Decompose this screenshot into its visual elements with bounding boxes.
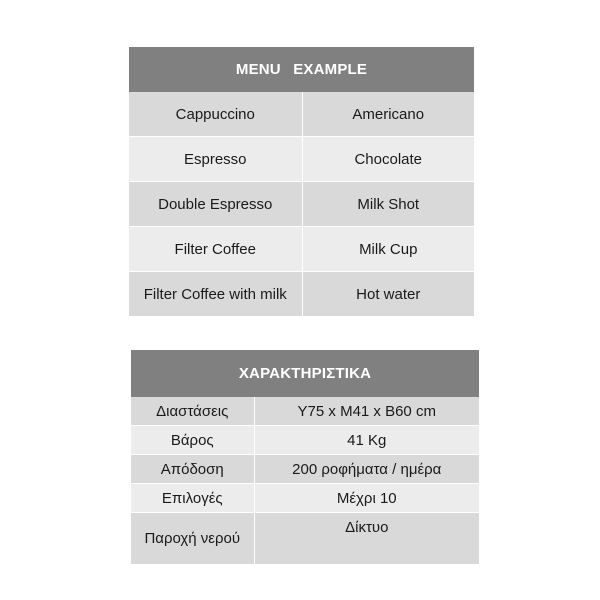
- table-row: [129, 182, 474, 227]
- feature-label: Απόδοση: [131, 455, 254, 484]
- table-row: [129, 227, 474, 272]
- menu-item: Cappuccino: [129, 92, 302, 137]
- table-row: [131, 397, 479, 426]
- menu-item: Milk Cup: [302, 227, 474, 272]
- feature-label: Βάρος: [131, 426, 254, 455]
- feature-label: Διαστάσεις: [131, 397, 254, 426]
- menu-table: [129, 47, 474, 317]
- menu-item: Milk Shot: [302, 182, 474, 227]
- feature-value: Υ75 x Μ41 x Β60 cm: [254, 397, 479, 426]
- feature-label: Παροχή νερού: [131, 513, 254, 565]
- table-row: [131, 455, 479, 484]
- menu-item: Filter Coffee with milk: [129, 272, 302, 317]
- menu-item: Chocolate: [302, 137, 474, 182]
- feature-value: 200 ροφήματα / ημέρα: [254, 455, 479, 484]
- menu-header: MENU EXAMPLE: [129, 47, 474, 92]
- menu-item: Hot water: [302, 272, 474, 317]
- menu-item: Americano: [302, 92, 474, 137]
- table-row: [129, 272, 474, 317]
- table-row: [129, 137, 474, 182]
- table-row: [131, 484, 479, 513]
- table-row: [129, 92, 474, 137]
- menu-header-row: [129, 47, 474, 92]
- table-row: [131, 426, 479, 455]
- features-header: ΧΑΡΑΚΤΗΡΙΣΤΙΚΑ: [131, 350, 479, 397]
- feature-label: Επιλογές: [131, 484, 254, 513]
- feature-value: Μέχρι 10: [254, 484, 479, 513]
- menu-item: Double Espresso: [129, 182, 302, 227]
- menu-item: Espresso: [129, 137, 302, 182]
- menu-item: Filter Coffee: [129, 227, 302, 272]
- feature-value: Δίκτυο: [254, 513, 479, 565]
- feature-value: 41 Kg: [254, 426, 479, 455]
- table-row: [131, 513, 479, 565]
- features-header-row: [131, 350, 479, 397]
- features-table: [131, 350, 479, 565]
